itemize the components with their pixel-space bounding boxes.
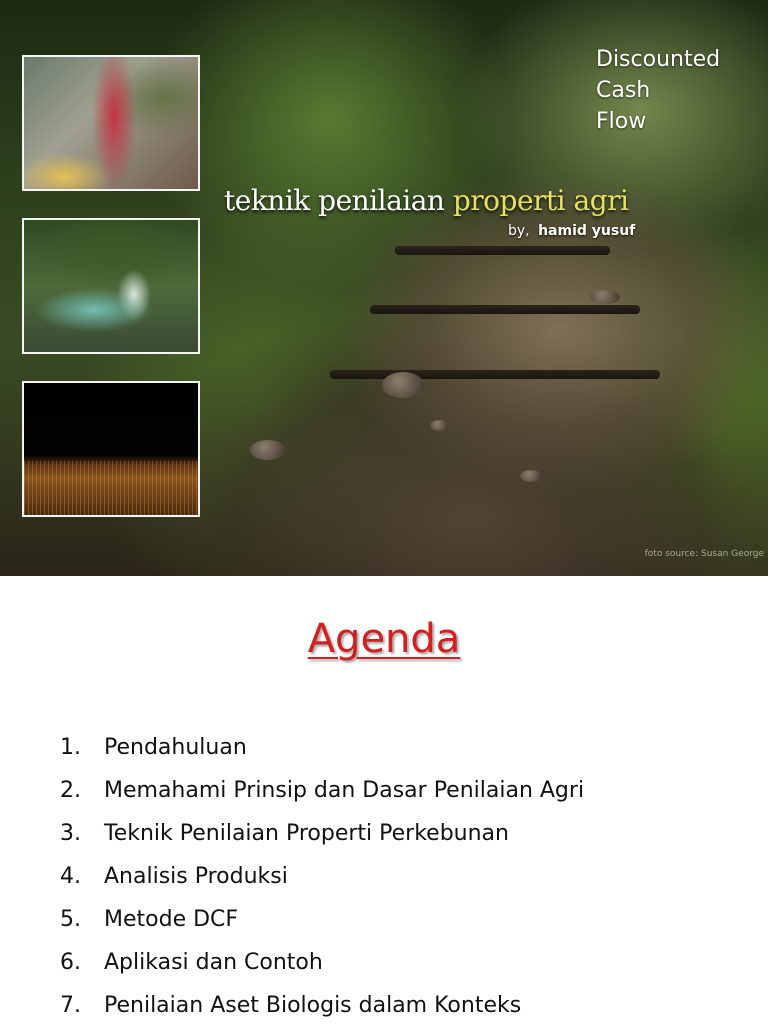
agenda-item-label: Teknik Penilaian Properti Perkebunan	[104, 821, 509, 846]
byline	[508, 223, 635, 239]
agenda-item	[60, 860, 584, 903]
agenda-item-label: Pendahuluan	[104, 735, 247, 760]
path-step	[330, 370, 660, 379]
agenda-item-number: 6.	[60, 950, 81, 975]
sundew-plant-photo	[22, 55, 200, 191]
path-stone	[382, 372, 424, 398]
agenda-item	[60, 989, 584, 1032]
waterfall-photo	[22, 218, 200, 354]
agenda-item-number: 1.	[60, 735, 81, 760]
agenda-title: Agenda	[307, 616, 461, 662]
agenda-list	[60, 731, 584, 1032]
agenda-item	[60, 946, 584, 989]
slide-title	[224, 184, 628, 217]
path-stone	[590, 290, 620, 304]
agenda-item-label: Metode DCF	[104, 907, 239, 932]
agenda-item-label: Aplikasi dan Contoh	[104, 950, 323, 975]
agenda-item-number: 7.	[60, 993, 81, 1018]
path-stone	[520, 470, 542, 482]
author-name: hamid yusuf	[538, 223, 636, 239]
path-stone	[430, 420, 448, 431]
agenda-item-label: Analisis Produksi	[104, 864, 288, 889]
agenda-item-label: Memahami Prinsip dan Dasar Penilaian Agri	[104, 778, 585, 803]
agenda-item-number: 4.	[60, 864, 81, 889]
subtitle-line: Flow	[596, 109, 647, 134]
subtitle-dcf	[596, 44, 720, 137]
path-step	[370, 305, 640, 314]
agenda-item	[60, 774, 584, 817]
agenda-item-number: 3.	[60, 821, 81, 846]
photo-credit: foto source: Susan George	[644, 549, 764, 559]
slide-title-part1: teknik penilaian	[224, 184, 453, 217]
agenda-item-label: Penilaian Aset Biologis dalam Konteks	[104, 993, 522, 1018]
agenda-item	[60, 731, 584, 774]
subtitle-line: Cash	[596, 78, 651, 103]
path-stone	[250, 440, 286, 460]
slide-title-part2: properti agri	[452, 184, 629, 217]
path-step	[395, 246, 610, 255]
subtitle-line: Discounted	[596, 47, 721, 72]
agenda-item-number: 5.	[60, 907, 81, 932]
by-label: by,	[508, 223, 530, 239]
agenda-item-number: 2.	[60, 778, 81, 803]
agenda-item	[60, 817, 584, 860]
agenda-item	[60, 903, 584, 946]
soil-field-photo	[22, 381, 200, 517]
